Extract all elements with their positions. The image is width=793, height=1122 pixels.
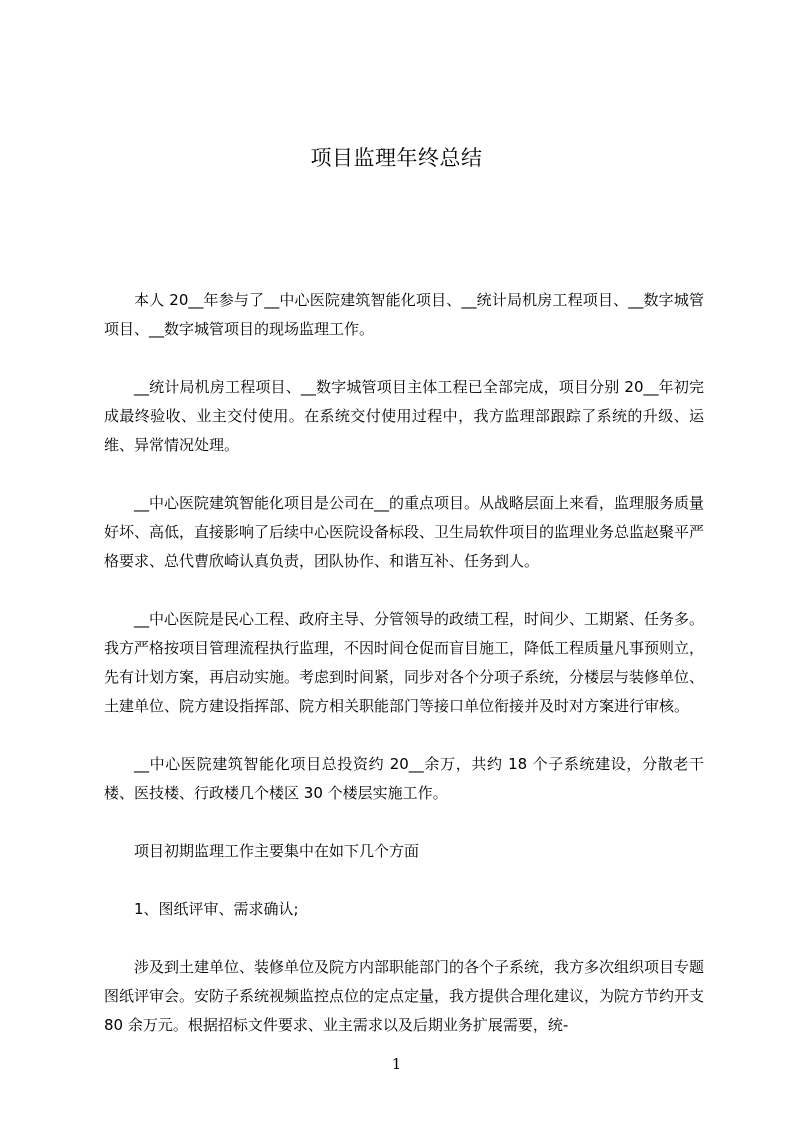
paragraph-3: __中心医院建筑智能化项目是公司在__的重点项目。从战略层面上来看，监理服务质量好坏、高低，直接影响了后续中心医院设备标段、卫生局软件项目的监理业务总监赵聚平严格要求、总代曹欣崎认真负责，团队协作、和谐互补、任务到人。 (104, 494, 705, 570)
page-number: 1 (391, 1055, 402, 1073)
paragraph-2: __统计局机房工程项目、__数字城管项目主体工程已全部完成，项目分别 20__年初完成最终验收、业主交付使用。在系统交付使用过程中，我方监理部跟踪了系统的升级、运维、异常情况处理。 (104, 378, 704, 454)
paragraph-5: __中心医院建筑智能化项目总投资约 20__余万，共约 18 个子系统建设，分散老干楼、医技楼、行政楼几个楼区 30 个楼层实施工作。 (104, 755, 704, 802)
paragraph-7: 1、图纸评审、需求确认; (134, 900, 299, 918)
paragraph-6: 项目初期监理工作主要集中在如下几个方面 (134, 842, 420, 860)
document-title: 项目监理年终总结 (310, 146, 483, 170)
paragraph-8: 涉及到土建单位、装修单位及院方内部职能部门的各个子系统，我方多次组织项目专题图纸评审会。安防子系统视频监控点位的定点定量，我方提供合理化建议，为院方节约开支 80 余万元。根据招标文件要求、业主需求以及后期业务扩展需要，统- (104, 958, 705, 1034)
document-body (104, 286, 704, 1069)
paragraph-4: __中心医院是民心工程、政府主导、分管领导的政绩工程，时间少、工期紧、任务多。我方严格按项目管理流程执行监理，不因时间仓促而盲目施工，降低工程质量凡事预则立，先有计划方案，再启动实施。考虑到时间紧，同步对各个分项子系统，分楼层与装修单位、土建单位、院方建设指挥部、院方相关职能部门等接口单位衔接并及时对方案进行审核。 (104, 610, 705, 715)
paragraph-1: 本人 20__年参与了__中心医院建筑智能化项目、__统计局机房工程项目、__数字城管项目、__数字城管项目的现场监理工作。 (104, 291, 704, 338)
